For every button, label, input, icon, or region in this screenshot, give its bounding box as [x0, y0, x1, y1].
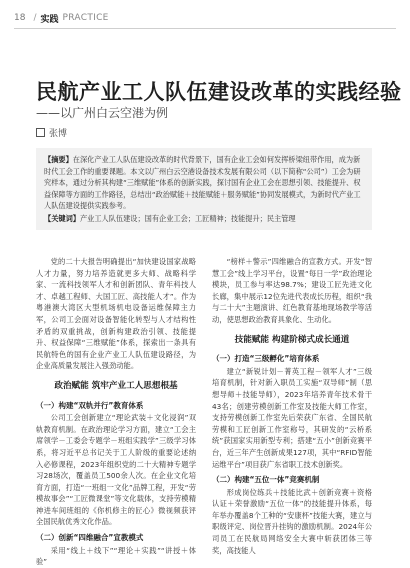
keywords	[44, 213, 364, 225]
abstract	[44, 154, 364, 212]
paragraph: 形成岗位练兵＋技能比武＋创新竞赛＋资格认证＋荣誉激励“五位一体”的技能提升体系，每年举办覆盖8个工种的“安康杯”技能大赛，建立与职级评定、岗位晋升挂钩的激励机制。2024年公司员工在民航局网络安全大赛中斩获团体三等奖，高技能人	[212, 487, 372, 555]
article-subtitle: ——以广州白云空港为例	[36, 106, 169, 120]
paragraph: 采用“线上＋线下”“理论＋实践”“讲授＋体验”	[36, 545, 196, 567]
section-name-en: PRACTICE	[62, 13, 109, 23]
paragraph: 公司工会创新建立“理论武装＋文化浸润”双轨教育机制。在政治理论学习方面，建立“工会主席领学－工委会专题学－班组实践学”三级学习体系，将习近平总书记关于工人阶级的重要论述纳入必修课程，2023年组织党的二十大精神专题学习28场次，覆盖员工500余人次。在企业文化培育方面，打造“一班组一文化”品牌工程，开发“劳模故事会”“工匠微课堂”等文化载体，支持劳模精神进车间班组的《你机修主的匠心》微视频获评全国民航优秀文化作品。	[36, 413, 196, 527]
header-rule	[14, 28, 396, 29]
subsection-heading: （一）打造“三级孵化”培育体系	[212, 354, 320, 364]
abstract-box	[36, 148, 372, 230]
page-number: 18	[14, 13, 26, 23]
keywords-label: 【关键词】	[44, 213, 80, 223]
author-line	[36, 126, 67, 139]
right-column	[212, 256, 372, 556]
author-icon	[36, 128, 45, 137]
author-name: 张博	[49, 129, 68, 139]
subsection-heading: （二）创新“四维融合”宣教模式	[36, 533, 144, 543]
paragraph: “榜样＋警示”四维融合的宣教方式。开发“智慧工会”线上学习平台，设置“每日一学”政治理论模块，员工参与率达98.7%；建设工匠先进文化长廊，集中展示12位先进代表成长历程，组织“我与二十大”主题演讲、红色教育基地现场教学等活动，使思想政治教育具象化、生动化。	[212, 257, 372, 324]
subsection-heading: （二）构建“五位一体”竞赛机制	[212, 475, 320, 485]
header-separator: /	[33, 13, 37, 23]
subsection-heading: （一）构建“双轨并行”教育体系	[36, 400, 144, 410]
article-title: 民航产业工人队伍建设改革的实践经验	[36, 80, 402, 104]
section-heading: 政治赋能 筑牢产业工人思想根基	[54, 380, 178, 391]
keywords-text: 产业工人队伍建设；国有企业工会；工匠精神；技能提升；民主管理	[79, 213, 296, 223]
paragraph: 党的二十大报告明确提出“加快建设国家战略人才力量，努力培养造就更多大师、战略科学家、一流科技领军人才和创新团队、青年科技人才、卓越工程师、大国工匠、高技能人才”。作为粤港澳大湾区大型机场机电设备运维保障主力军，公司工会面对设备智能化转型与人才结构性矛盾的双重挑战，创新构建政治引领、技能提升、权益保障“三维赋能”体系，探索出一条具有民航特色的国有企业产业工人队伍建设路径，为企业高质量发展注入强劲动能。	[36, 257, 196, 371]
paragraph: 建立“新锐计划－菁英工程－领军人才”三级培育机制，针对新入职员工实施“双导师”制（思想导师＋技能导师），2023年培养青年技术骨干43名；创建劳模创新工作室及技能大师工作室，支持劳模创新工作室先后荣获广东省、全国民航劳模和工匠创新工作室称号，其研发的“云桥系统”获国家实用新型专利；搭建“五小”创新竞赛平台，近三年产生创新成果127项，其中“RFID智能运维平台”项目获广东省职工技术创新奖。	[212, 366, 372, 469]
abstract-label: 【摘要】	[44, 155, 73, 164]
section-name: 实践	[40, 14, 59, 25]
running-header	[14, 10, 396, 26]
section-heading: 技能赋能 构建阶梯式成长通道	[234, 334, 350, 345]
abstract-text: 在深化产业工人队伍建设改革的时代背景下，国有企业工会如何发挥桥梁纽带作用，成为新时代工会工作的重要课题。本文以广州白云空港设备技术发展有限公司（以下简称“公司”）工会为研究样本，通过分析其构建“三维赋能”体系的创新实践，探讨国有企业工会在思想引领、技能提升、权益保障等方面的工作路径，总结出“政治赋能＋技能赋能＋服务赋能”协同发展模式，为新时代产业工人队伍建设提供实践参考。	[44, 155, 361, 211]
left-column	[36, 256, 196, 568]
